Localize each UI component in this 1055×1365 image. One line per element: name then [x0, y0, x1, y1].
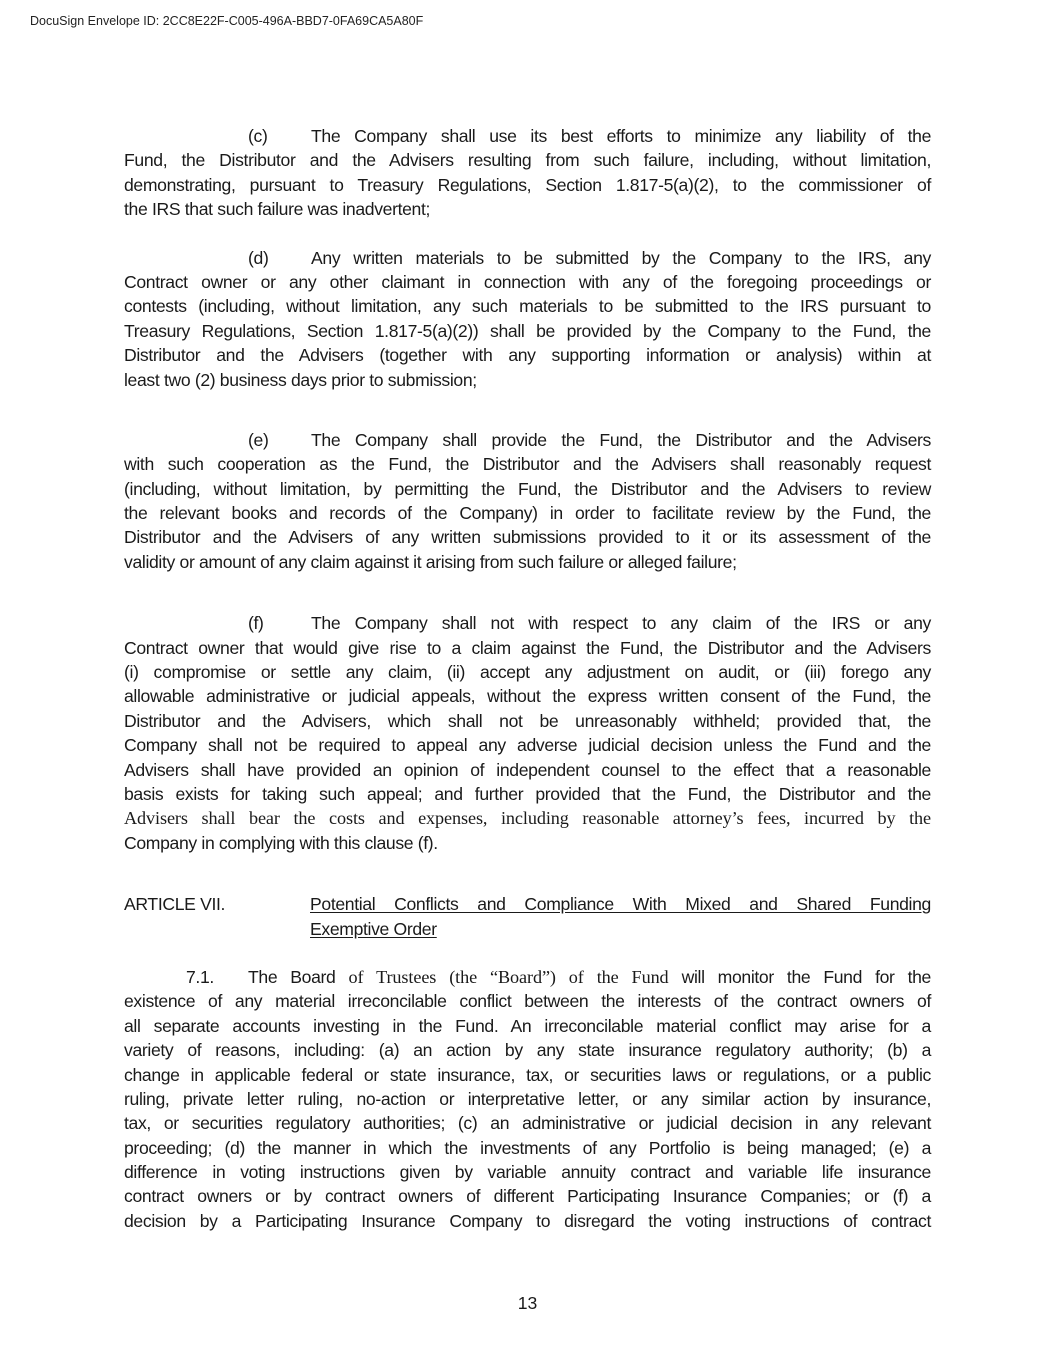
paragraph-d — [124, 246, 931, 392]
paragraph-marker: (c) — [248, 126, 268, 146]
article-title-line: Exemptive Order — [310, 918, 437, 939]
paragraph-line: Contract owner or any other claimant in connection with any of the foregoing proceedings or — [124, 271, 931, 292]
section-7-1 — [124, 965, 931, 1233]
paragraph-line: variety of reasons, including: (a) an action by any state insurance regulatory authority; (b) a — [124, 1040, 931, 1061]
paragraph-line — [124, 611, 931, 635]
paragraph-line: existence of any material irreconcilable conflict between the interests of the contract owners of — [124, 991, 931, 1012]
paragraph-line: tax, or securities regulatory authorities; (c) an administrative or judicial decision in any relevant — [124, 1113, 931, 1134]
document-page-body — [124, 124, 931, 1233]
paragraph-line: Company shall not be required to appeal any adverse judicial decision unless the Fund and the — [124, 735, 931, 756]
paragraph-line: least two (2) business days prior to submission; — [124, 369, 477, 390]
paragraph-line: (including, without limitation, by permitting the Fund, the Distributor and the Advisers to review — [124, 478, 931, 499]
paragraph-line: Distributor and the Advisers (together with any supporting information or analysis) within at — [124, 345, 931, 366]
paragraph-line — [124, 246, 931, 270]
paragraph-line: allowable administrative or judicial appeals, without the express written consent of the Fund, the — [124, 686, 931, 707]
paragraph-line: ruling, private letter ruling, no-action or interpretative letter, or any similar action by insurance, — [124, 1088, 931, 1109]
paragraph-line: Distributor and the Advisers of any written submissions provided to it or its assessment of the — [124, 527, 931, 548]
paragraph-line: Company in complying with this clause (f). — [124, 832, 438, 853]
paragraph-line: contests (including, without limitation, any such materials to be submitted to the IRS pursuant to — [124, 296, 931, 317]
paragraph-line: the relevant books and records of the Company) in order to facilitate review by the Fund, the — [124, 503, 931, 524]
paragraph-line: with such cooperation as the Fund, the Distributor and the Advisers shall reasonably request — [124, 454, 931, 475]
paragraph-line: proceeding; (d) the manner in which the investments of any Portfolio is being managed; (e) a — [124, 1137, 931, 1158]
line-text: The Company shall not with respect to any claim of the IRS or any — [311, 613, 931, 634]
paragraph-line — [124, 965, 931, 989]
paragraph-line: decision by a Participating Insurance Company to disregard the voting instructions of contract — [124, 1210, 931, 1231]
paragraph-line: all separate accounts investing in the Fund. An irreconcilable material conflict may arise for a — [124, 1015, 931, 1036]
paragraph-c — [124, 124, 931, 222]
line-text: Any written materials to be submitted by the Company to the IRS, any — [311, 247, 931, 268]
line-text-serif: of Trustees (the “Board”) of the Fund — [348, 966, 669, 987]
paragraph-line: the IRS that such failure was inadvertent; — [124, 199, 431, 220]
paragraph-line: difference in voting instructions given by variable annuity contract and variable life insurance — [124, 1162, 931, 1183]
paragraph-marker: (d) — [248, 247, 269, 268]
paragraph-line: (i) compromise or settle any claim, (ii) accept any adjustment on audit, or (iii) forego any — [124, 662, 931, 683]
paragraph-f — [124, 611, 931, 855]
article-number: ARTICLE VII. — [124, 894, 226, 915]
paragraph-e — [124, 428, 931, 574]
paragraph-marker: (e) — [248, 429, 269, 450]
line-text: The Board — [248, 966, 349, 987]
paragraph-line: basis exists for taking such appeal; and further provided that the Fund, the Distributor and the — [124, 783, 931, 804]
article-heading — [124, 892, 931, 941]
line-text: The Company shall provide the Fund, the Distributor and the Advisers — [311, 429, 931, 450]
paragraph-line: Treasury Regulations, Section 1.817-5(a)(2)) shall be provided by the Company to the Fund, the — [124, 320, 931, 341]
docusign-envelope-id: DocuSign Envelope ID: 2CC8E22F-C005-496A-BBD7-0FA69CA5A80F — [30, 14, 424, 28]
paragraph-line: change in applicable federal or state insurance, tax, or securities laws or regulations, or a public — [124, 1064, 931, 1085]
paragraph-line: Advisers shall have provided an opinion of independent counsel to the effect that a reasonable — [124, 759, 931, 780]
line-text: will monitor the Fund for the — [668, 966, 931, 987]
paragraph-line: Fund, the Distributor and the Advisers resulting from such failure, including, without limitation, — [124, 150, 931, 171]
paragraph-line: Advisers shall bear the costs and expenses, including reasonable attorney’s fees, incurred by the — [124, 808, 931, 829]
paragraph-line: contract owners or by contract owners of different Participating Insurance Companies; or (f) a — [124, 1186, 931, 1207]
paragraph-line: validity or amount of any claim against it arising from such failure or alleged failure; — [124, 551, 737, 572]
article-title — [310, 892, 931, 941]
article-title-line: Potential Conflicts and Compliance With Mixed and Shared Funding — [310, 894, 931, 915]
line-text: The Company shall use its best efforts to minimize any liability of the — [311, 126, 931, 146]
page-number: 13 — [517, 1293, 538, 1313]
paragraph-marker: (f) — [248, 613, 264, 634]
section-number: 7.1. — [186, 966, 214, 987]
paragraph-line: demonstrating, pursuant to Treasury Regulations, Section 1.817-5(a)(2), to the commissioner of — [124, 174, 931, 195]
paragraph-line — [124, 428, 931, 452]
paragraph-line — [124, 124, 931, 148]
paragraph-line: Distributor and the Advisers, which shall not be unreasonably withheld; provided that, the — [124, 710, 931, 731]
paragraph-line: Contract owner that would give rise to a claim against the Fund, the Distributor and the Advisers — [124, 637, 931, 658]
